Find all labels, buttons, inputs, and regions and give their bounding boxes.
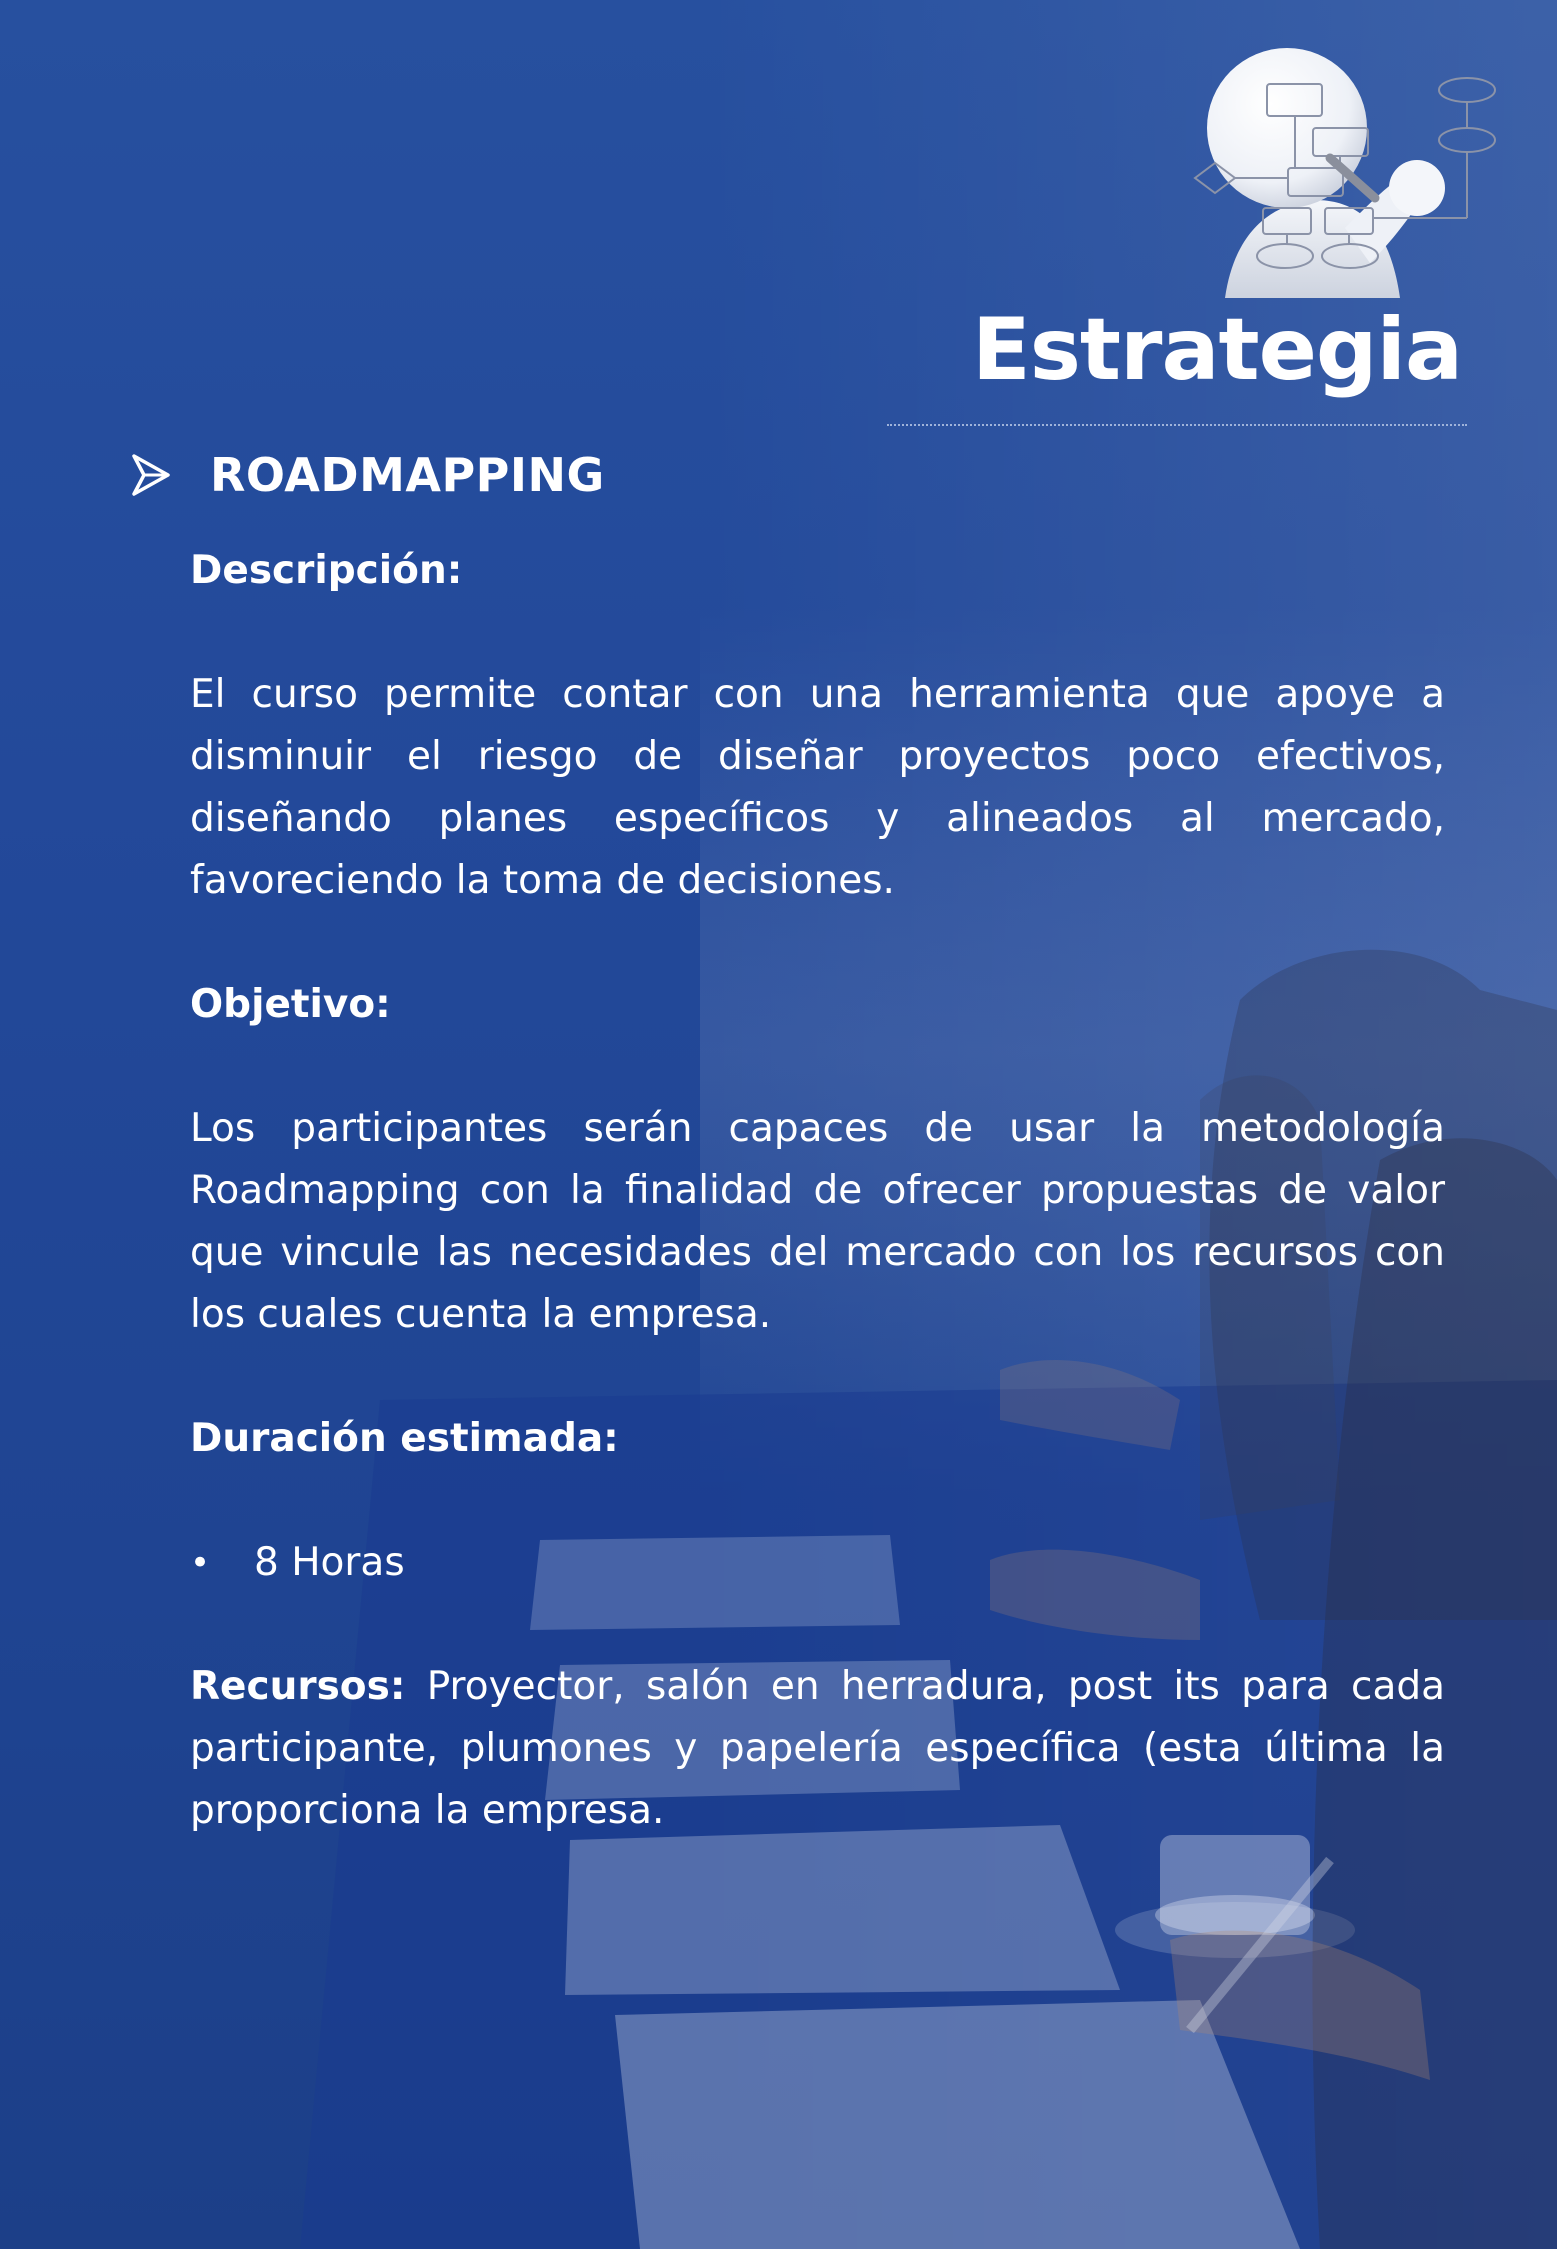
spacer (190, 1594, 1445, 1656)
objective-label: Objetivo: (190, 982, 391, 1027)
title-divider (887, 424, 1467, 426)
spacer (190, 912, 1445, 974)
duration-label: Duración estimada: (190, 1416, 619, 1461)
section-heading (132, 448, 605, 502)
arrow-bullet-icon (132, 454, 170, 496)
duration-item (190, 1532, 1445, 1594)
description-text: El curso permite contar con una herramienta que apoye a disminuir el riesgo de diseñar proyectos poco efectivos, diseñando planes específicos y alineados al mercado, favoreciendo la toma de decisiones. (190, 672, 1445, 903)
spacer (190, 1346, 1445, 1408)
course-details (190, 540, 1445, 1842)
bullet-dot-icon: • (190, 1543, 211, 1583)
resources-paragraph (190, 1656, 1445, 1842)
spacer (190, 1036, 1445, 1098)
duration-value: 8 Horas (254, 1540, 405, 1585)
objective-text: Los participantes serán capaces de usar la metodología Roadmapping con la finalidad de ofrecer propuestas de valor que vincule las necesidades del mercado con los recursos con los cuales cuenta la empresa. (190, 1106, 1445, 1337)
resources-label: Recursos: (190, 1664, 406, 1709)
spacer (190, 602, 1445, 664)
section-title: ROADMAPPING (210, 448, 605, 502)
resources-text: Proyector, salón en herradura, post its para cada participante, plumones y papelería específica (esta última la proporciona la empresa. (190, 1664, 1445, 1833)
spacer (190, 1470, 1445, 1532)
description-label: Descripción: (190, 548, 463, 593)
page-title: Estrategia (971, 300, 1462, 400)
flowchart-figure-icon (1185, 28, 1505, 318)
